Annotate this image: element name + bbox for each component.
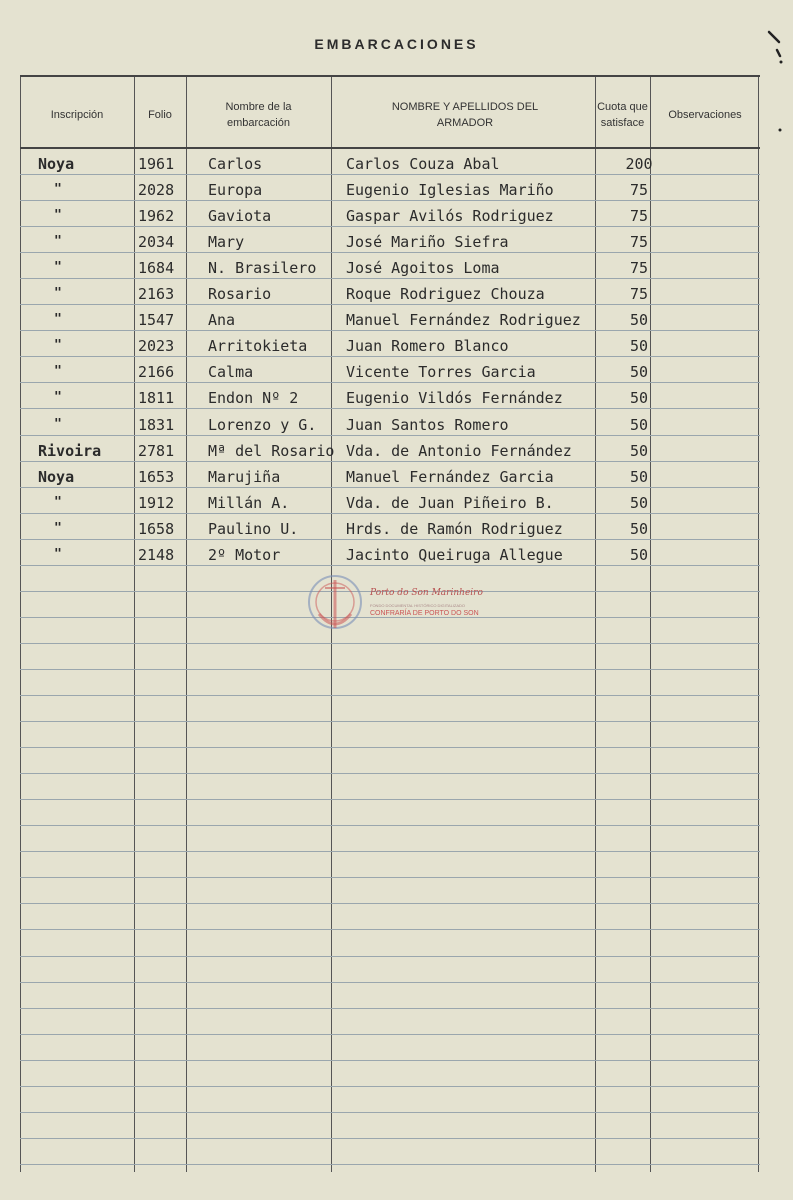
- page-title: EMBARCACIONES: [314, 36, 479, 52]
- cell-folio: 1547: [138, 311, 175, 330]
- cell-folio: 1831: [138, 415, 175, 434]
- cell-cuota: 75: [629, 233, 649, 252]
- table-row: [20, 201, 760, 227]
- cell-folio: 2034: [138, 233, 175, 252]
- cell-embarcacion: Millán A.: [208, 493, 290, 512]
- cell-armador: Gaspar Avilós Rodriguez: [346, 207, 554, 226]
- cell-cuota: 50: [629, 311, 649, 330]
- ruled-line: [20, 721, 760, 722]
- cell-embarcacion: N. Brasilero: [208, 259, 317, 278]
- cell-embarcacion: Ana: [208, 311, 236, 330]
- ruled-line: [20, 1008, 760, 1009]
- header-folio: Folio: [148, 109, 172, 121]
- cell-embarcacion: Paulino U.: [208, 519, 299, 538]
- header-nombre-embarcacion: Nombre de la embarcación: [225, 101, 292, 129]
- cell-armador: Jacinto Queiruga Allegue: [346, 545, 563, 564]
- ledger-table: [20, 75, 760, 1172]
- cell-armador: Eugenio Iglesias Mariño: [346, 181, 554, 200]
- cell-inscripcion: ": [54, 286, 62, 302]
- ruled-line: [20, 799, 760, 800]
- cell-armador: Carlos Couza Abal: [346, 155, 500, 173]
- ruled-line: [20, 851, 760, 852]
- cell-armador: Manuel Fernández Garcia: [346, 467, 554, 486]
- cell-cuota: 50: [629, 441, 649, 460]
- header-cuota: Cuota que satisface: [597, 101, 648, 129]
- header-inscripcion: Inscripción: [50, 109, 104, 121]
- ruled-line: [20, 1086, 760, 1087]
- cell-embarcacion: Marujiña: [208, 467, 281, 486]
- cell-armador: José Agoitos Loma: [346, 259, 500, 278]
- ruled-line: [20, 773, 760, 774]
- cell-cuota: 50: [629, 493, 649, 512]
- cell-inscripcion: ": [54, 364, 62, 380]
- ruled-line: [20, 1034, 760, 1035]
- stamp-script-text: Porto do Son Marinheiro: [370, 588, 483, 598]
- cell-armador: Hrds. de Ramón Rodriguez: [346, 519, 563, 538]
- cell-folio: 1653: [138, 467, 175, 486]
- stamp-line-1: FONDO DOCUMENTAL HISTÓRICO DIGITALIZADO: [370, 603, 466, 608]
- cell-armador: Eugenio Vildós Fernández: [346, 389, 563, 408]
- cell-folio: 1962: [138, 207, 175, 226]
- cell-armador: Vicente Torres Garcia: [346, 363, 536, 382]
- table-row: [20, 175, 760, 201]
- cell-cuota: 75: [629, 285, 649, 304]
- cell-inscripcion: ": [54, 546, 62, 562]
- cell-armador: Juan Santos Romero: [346, 415, 509, 434]
- cell-inscripcion: Rivoira: [38, 441, 102, 460]
- cell-embarcacion: Arritokieta: [208, 337, 308, 356]
- ruled-line: [20, 1164, 760, 1165]
- cell-embarcacion: Calma: [208, 363, 254, 382]
- cell-cuota: 50: [629, 363, 649, 382]
- cell-embarcacion: Rosario: [208, 285, 272, 304]
- cell-embarcacion: Endon Nº 2: [208, 389, 299, 408]
- cell-folio: 1658: [138, 519, 175, 538]
- cell-inscripcion: ": [54, 338, 62, 354]
- cell-folio: 2148: [138, 545, 175, 564]
- cell-folio: 1912: [138, 493, 175, 512]
- cell-cuota: 50: [629, 545, 649, 564]
- cell-inscripcion: ": [54, 312, 62, 328]
- ruled-line: [20, 1138, 760, 1139]
- cell-armador: Juan Romero Blanco: [346, 337, 509, 356]
- cell-embarcacion: Gaviota: [208, 207, 272, 226]
- cell-embarcacion: Europa: [208, 181, 263, 200]
- table-row: [20, 436, 760, 462]
- stamp-line-2: CONFRARÍA DE PORTO DO SON: [370, 610, 479, 617]
- cell-inscripcion: ": [54, 208, 62, 224]
- ruled-line: [20, 747, 760, 748]
- cell-embarcacion: Mª del Rosario: [208, 441, 335, 460]
- anchor-stamp-icon: [305, 570, 365, 640]
- table-row: [20, 540, 760, 566]
- table-row: [20, 253, 760, 279]
- cell-inscripcion: ": [54, 520, 62, 536]
- table-row: [20, 514, 760, 540]
- cell-embarcacion: Mary: [208, 233, 245, 252]
- table-row: [20, 410, 760, 436]
- cell-embarcacion: 2º Motor: [208, 545, 281, 564]
- table-row: [20, 149, 760, 175]
- cell-cuota: 50: [629, 415, 649, 434]
- cell-armador: Vda. de Antonio Fernández: [346, 441, 572, 460]
- table-row: [20, 357, 760, 383]
- cell-cuota: 75: [629, 259, 649, 278]
- ruled-line: [20, 982, 760, 983]
- ruled-line: [20, 825, 760, 826]
- cell-cuota: 50: [629, 389, 649, 408]
- cell-folio: 2023: [138, 337, 175, 356]
- cell-inscripcion: ": [54, 494, 62, 510]
- cell-cuota: 50: [629, 519, 649, 538]
- ruled-line: [20, 669, 760, 670]
- cell-inscripcion: ": [54, 234, 62, 250]
- corner-ink-mark: [765, 20, 785, 140]
- table-row: [20, 488, 760, 514]
- cell-cuota: 200: [625, 155, 653, 173]
- cell-cuota: 75: [629, 181, 649, 200]
- cell-folio: 1684: [138, 259, 175, 278]
- cell-inscripcion: Noya: [38, 467, 75, 486]
- cell-folio: 1961: [138, 155, 175, 173]
- cell-folio: 2781: [138, 441, 175, 460]
- table-row: [20, 383, 760, 409]
- cell-armador: José Mariño Siefra: [346, 233, 509, 252]
- table-row: [20, 462, 760, 488]
- cell-folio: 1811: [138, 389, 175, 408]
- ruled-line: [20, 1060, 760, 1061]
- header-observaciones: Observaciones: [668, 109, 742, 121]
- cell-cuota: 50: [629, 337, 649, 356]
- ruled-line: [20, 877, 760, 878]
- table-row: [20, 331, 760, 357]
- cell-armador: Roque Rodriguez Chouza: [346, 285, 545, 304]
- ruled-line: [20, 929, 760, 930]
- cell-folio: 2028: [138, 181, 175, 200]
- ruled-line: [20, 695, 760, 696]
- table-row: [20, 227, 760, 253]
- ruled-line: [20, 903, 760, 904]
- table-row: [20, 279, 760, 305]
- cell-armador: Vda. de Juan Piñeiro B.: [346, 493, 554, 512]
- cell-folio: 2166: [138, 363, 175, 382]
- cell-embarcacion: Lorenzo y G.: [208, 415, 317, 434]
- cell-inscripcion: Noya: [38, 155, 75, 173]
- cell-embarcacion: Carlos: [208, 155, 263, 173]
- ruled-line: [20, 643, 760, 644]
- cell-folio: 2163: [138, 285, 175, 304]
- cell-armador: Manuel Fernández Rodriguez: [346, 311, 581, 330]
- cell-inscripcion: ": [54, 416, 62, 432]
- header-armador: NOMBRE Y APELLIDOS DEL ARMADOR: [391, 101, 539, 129]
- ruled-line: [20, 956, 760, 957]
- cell-inscripcion: ": [54, 260, 62, 276]
- cell-cuota: 75: [629, 207, 649, 226]
- cell-inscripcion: ": [54, 390, 62, 406]
- cell-inscripcion: ": [54, 182, 62, 198]
- cell-cuota: 50: [629, 467, 649, 486]
- ruled-line: [20, 1112, 760, 1113]
- table-row: [20, 305, 760, 331]
